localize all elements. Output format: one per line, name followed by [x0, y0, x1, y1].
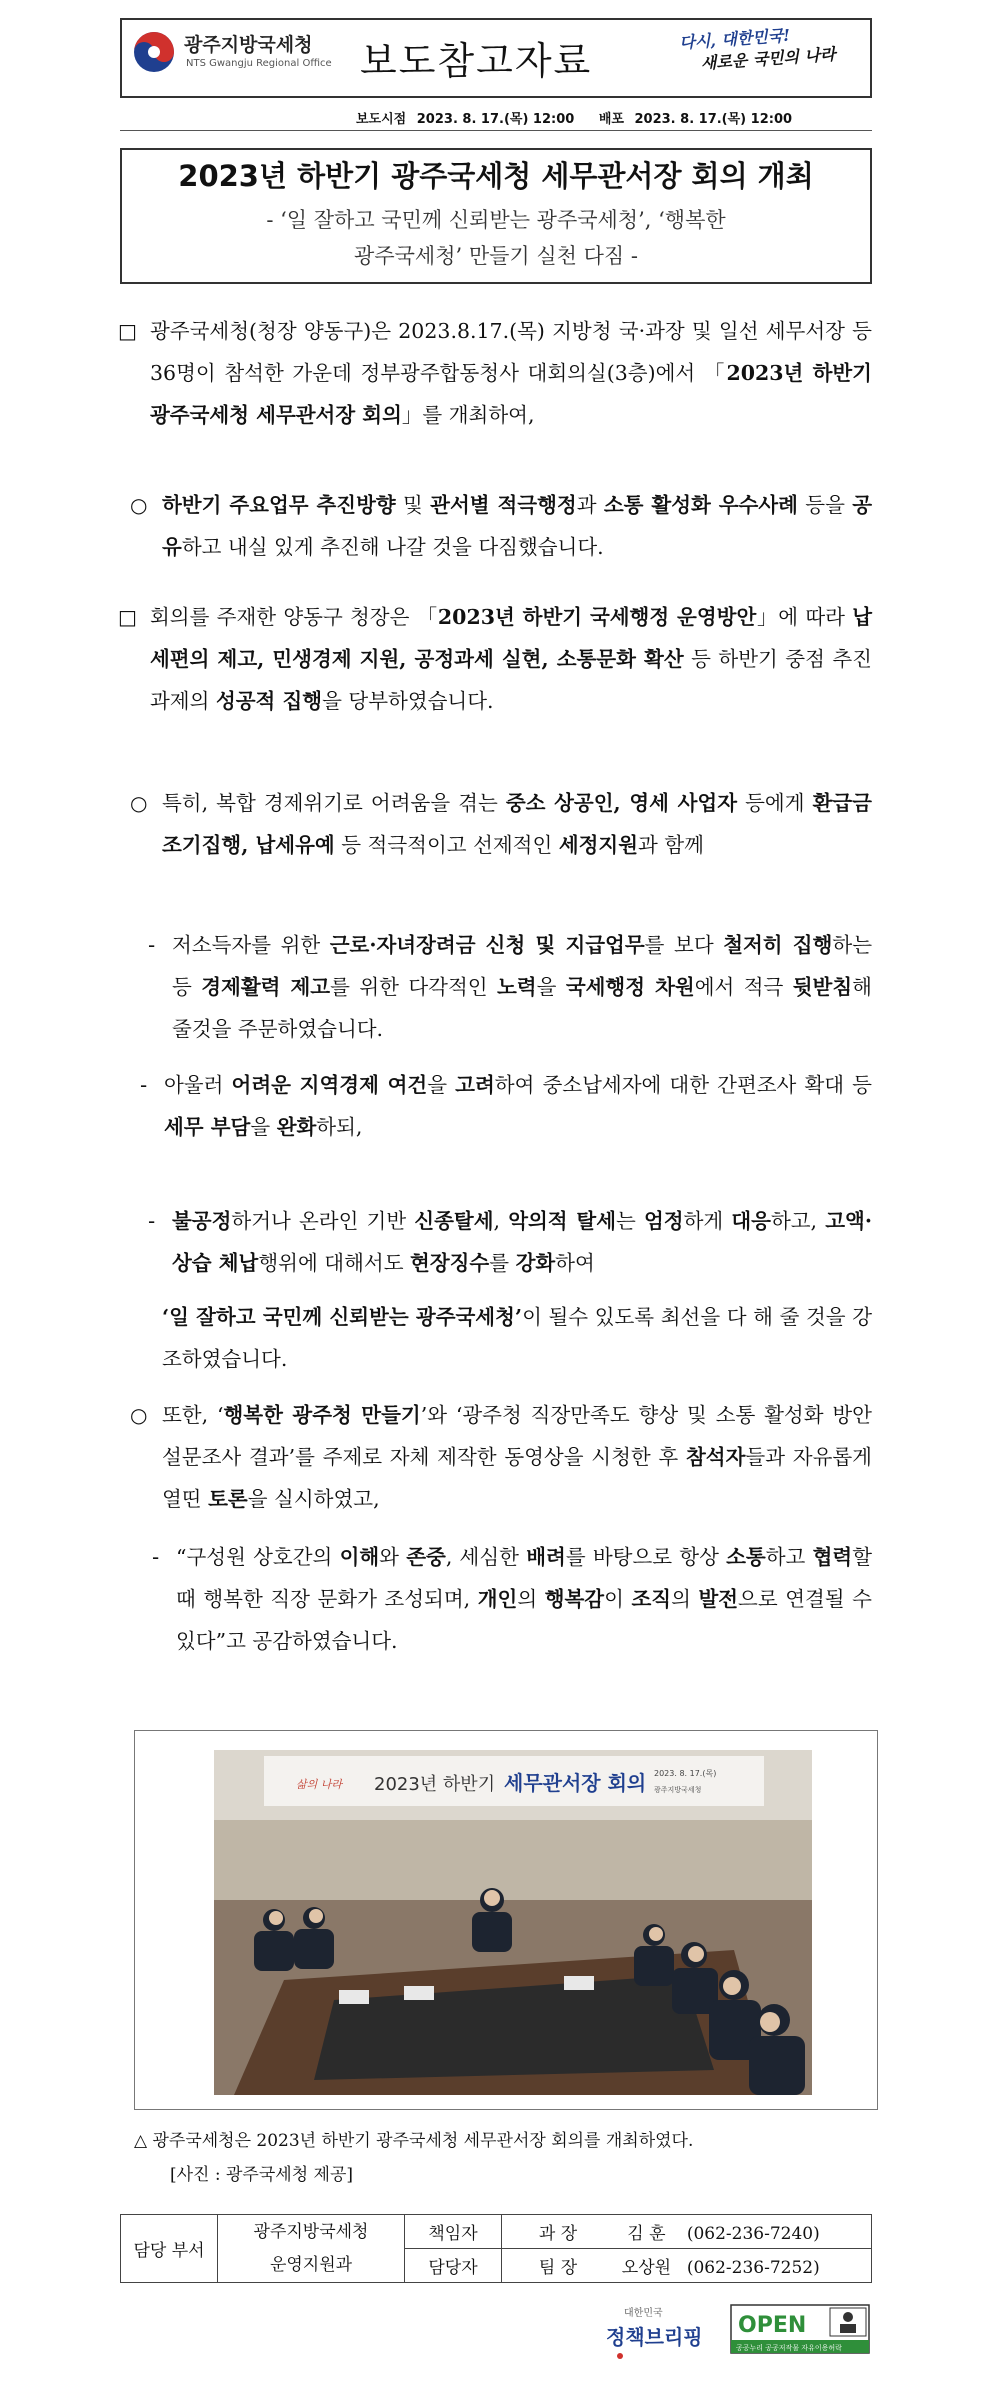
- distribution-label: 배포: [598, 112, 624, 127]
- dept-cell: [218, 2215, 405, 2283]
- role-cell: 담당자: [405, 2249, 502, 2283]
- release-time-value: 2023. 8. 17.(목) 12:00: [416, 112, 575, 127]
- photo-banner-prefix: 2023년 하반기: [374, 1774, 496, 1795]
- role-cell: 책임자: [405, 2215, 502, 2249]
- policy-logo-text: 정책브리핑: [606, 2325, 703, 2349]
- circle-bullet: ○: [130, 791, 148, 815]
- subtitle-line-1: - ‘일 잘하고 국민께 신뢰받는 광주국세청’, ‘행복한: [266, 208, 726, 232]
- dept-label-cell: 담당 부서: [121, 2215, 218, 2283]
- dash-bullet: -: [152, 1545, 160, 1569]
- subtitle-line-2: 광주국세청’ 만들기 실천 다짐 -: [354, 244, 638, 268]
- dash-bullet: -: [140, 1073, 148, 1097]
- document-type-title: 보도참고자료: [360, 39, 593, 83]
- photo-source: [사진 : 광주국세청 제공]: [170, 2165, 354, 2185]
- photo-banner-title: 세무관서장 회의: [504, 1771, 647, 1795]
- photo-caption: △ 광주국세청은 2023년 하반기 광주국세청 세무관서장 회의를 개최하였다.: [134, 2131, 694, 2151]
- paragraph-1: 광주국세청(청장 양동구)은 2023.8.17.(목) 지방청 국·과장 및 일선 세무서장 등 36명이 참석한 가운데 정부광주합동청사 대회의실(3층)에서 「2023년 하반기 광주국세청 세무관서장 회의」를 개최하여,: [150, 319, 872, 427]
- paragraph-4: 특히, 복합 경제위기로 어려움을 겪는 중소 상공인, 영세 사업자 등에게 환급금 조기집행, 납세유예 등 적극적이고 선제적인 세정지원과 함께: [162, 791, 872, 857]
- distribution-value: 2023. 8. 17.(목) 12:00: [634, 112, 793, 127]
- government-emblem-logo: [132, 30, 176, 74]
- contact-cell: [502, 2249, 872, 2283]
- photo-banner-date: 2023. 8. 17.(목): [654, 1769, 717, 1778]
- contact-cell: [502, 2215, 872, 2249]
- paragraph-8: ‘일 잘하고 국민께 신뢰받는 광주국세청’이 될수 있도록 최선을 다 해 줄 것을 강조하였습니다.: [162, 1305, 872, 1371]
- release-info: [356, 108, 798, 127]
- photo-banner-org: 광주지방국세청: [654, 1786, 702, 1794]
- paragraph-5: 저소득자를 위한 근로·자녀장려금 신청 및 지급업무를 보다 철저히 집행하는 등 경제활력 제고를 위한 다각적인 노력을 국세행정 차원에서 적극 뒷받침해 줄것을 주문하였습니다.: [172, 933, 873, 1041]
- dash-bullet: -: [148, 933, 156, 957]
- open-logo-subtext: 공공누리 공공저작물 자유이용허락: [736, 2344, 842, 2352]
- svg-text:삶의 나라: 삶의 나라: [296, 1778, 343, 1791]
- circle-bullet: ○: [130, 1403, 148, 1427]
- main-title: 2023년 하반기 광주국세청 세무관서장 회의 개최: [178, 159, 814, 193]
- square-bullet: □: [118, 319, 137, 343]
- paragraph-6: 아울러 어려운 지역경제 여건을 고려하여 중소납세자에 대한 간편조사 확대 등 세무 부담을 완화하되,: [164, 1073, 872, 1139]
- policy-briefing-logo: [602, 2300, 712, 2364]
- position: 팀 장: [538, 2258, 578, 2278]
- meeting-photo: [214, 1750, 812, 2095]
- paragraph-2: 하반기 주요업무 추진방향 및 관서별 적극행정과 소통 활성화 우수사례 등을 공유하고 내실 있게 추진해 나갈 것을 다짐했습니다.: [162, 493, 873, 559]
- slogan-line-1: 다시, 대한민국!: [678, 25, 791, 53]
- open-logo-text: OPEN: [738, 2313, 807, 2338]
- dept-line-2: 운영지원과: [269, 2254, 353, 2275]
- dash-bullet: -: [148, 1209, 156, 1233]
- org-name: 광주지방국세청: [184, 34, 313, 56]
- divider: [120, 130, 872, 131]
- position: 과 장: [538, 2224, 578, 2244]
- release-time-label: 보도시점: [356, 112, 407, 127]
- contact-table: [120, 2214, 872, 2283]
- open-license-logo: [730, 2304, 870, 2354]
- paragraph-9: 또한, ‘행복한 광주청 만들기’와 ‘광주청 직장만족도 향상 및 소통 활성화 방안 설문조사 결과’를 주제로 자체 제작한 동영상을 시청한 후 참석자들과 자유롭게 열띤 토론을 실시하였고,: [162, 1403, 872, 1511]
- person-name: 김 훈: [627, 2224, 666, 2244]
- circle-bullet: ○: [130, 493, 148, 517]
- square-bullet: □: [118, 605, 137, 629]
- subtitle: [120, 202, 872, 274]
- person-name: 오상원: [621, 2258, 672, 2278]
- org-name-english: NTS Gwangju Regional Office: [186, 58, 332, 69]
- dept-line-1: 광주지방국세청: [253, 2221, 369, 2242]
- policy-logo-small-text: 대한민국: [624, 2308, 663, 2319]
- slogan-line-2: 새로운 국민의 나라: [700, 44, 837, 73]
- phone-number: (062-236-7240): [686, 2224, 820, 2244]
- paragraph-10: “구성원 상호간의 이해와 존중, 세심한 배려를 바탕으로 항상 소통하고 협력할 때 행복한 직장 문화가 조성되며, 개인의 행복감이 조직의 발전으로 연결될 수 있다”고 공감하였습니다.: [176, 1545, 872, 1653]
- paragraph-7: 불공정하거나 온라인 기반 신종탈세, 악의적 탈세는 엄정하게 대응하고, 고액·상습 체납행위에 대해서도 현장징수를 강화하여: [172, 1209, 872, 1275]
- paragraph-3: 회의를 주재한 양동구 청장은 「2023년 하반기 국세행정 운영방안」에 따라 납세편의 제고, 민생경제 지원, 공정과세 실현, 소통문화 확산 등 하반기 중점 추진과제의 성공적 집행을 당부하였습니다.: [150, 605, 872, 713]
- table-row: [121, 2215, 872, 2249]
- phone-number: (062-236-7252): [686, 2258, 820, 2278]
